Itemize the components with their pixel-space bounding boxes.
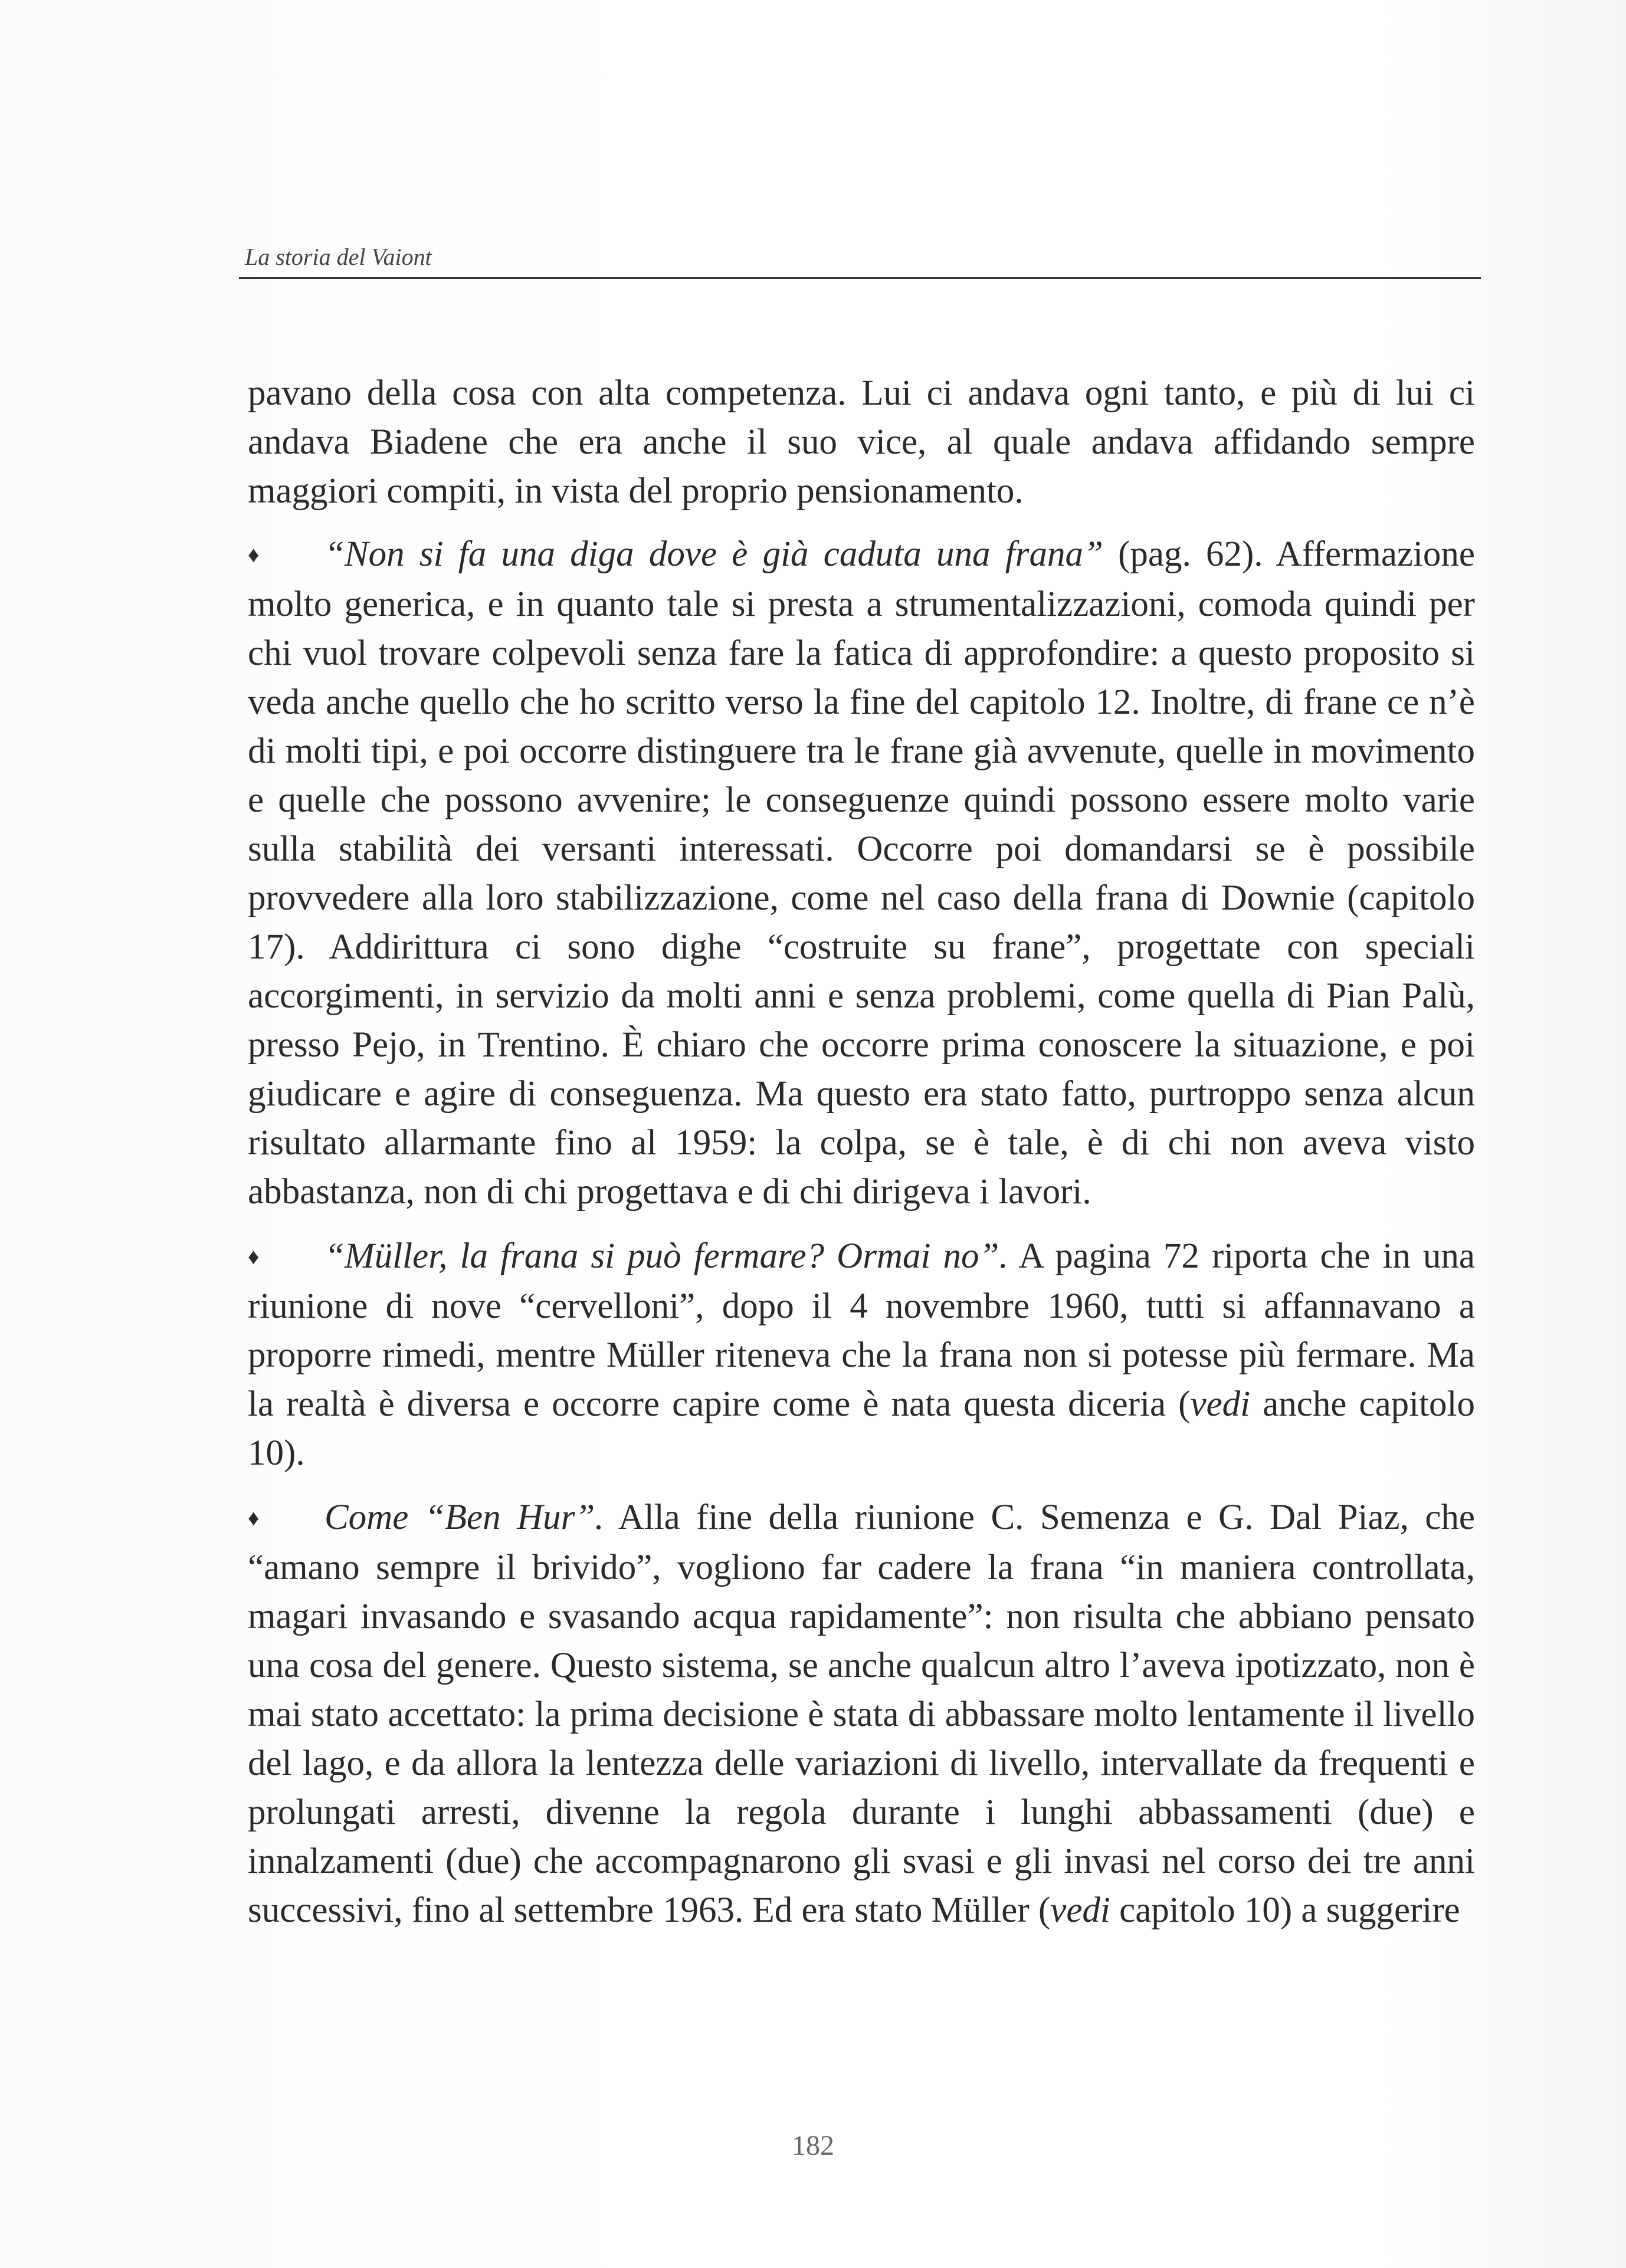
entry-text: Alla fine della riunione C. Semenza e G. Dal Piaz, che “amano sempre il brivido”, vogliono far cadere la frana “in maniera controllata, magari invasando e svasando acqua rapidamente”: non risulta che abbiano pensato una cosa del genere. Questo sistema, se anche qualcun altro l’aveva ipotizzato, non è mai stato accettato: la prima decisione è stata di abbassare molto lentamente il livello del lago, e da allora la lentezza delle variazioni di livello, intervallate da frequenti e prolungati arresti, divenne la regola durante i lunghi abbassamenti (due) e innalzamenti (due) che accompagnarono gli svasi e gli invasi nel corso dei tre anni successivi, fino al settembre 1963. Ed era stato Müller ( [248,1498,1476,1930]
entry-text: A pagina 72 riporta che in una riunione di nove “cervelloni”, dopo il 4 novembre 1960, tutti si affannavano a proporre rimedi, mentre Müller riteneva che la frana non si potesse più fermare. Ma la realtà è diversa e occorre capire come è nata questa diceria ( [248,1236,1475,1424]
diamond-bullet-icon: ♦ [248,1245,260,1269]
entry-text-cont: anche capitolo 10). [248,1384,1476,1473]
entry-muller-frana [248,1232,1475,1478]
entry-text-cont: capitolo 10) a suggerire [1110,1890,1460,1930]
entry-vedi: vedi [1050,1890,1110,1930]
page-body [248,369,1475,1935]
running-header: La storia del Vaiont [245,244,432,270]
entry-quote: Come “Ben Hur”. [324,1498,604,1537]
intro-paragraph: pavano della cosa con alta competenza. Lui ci andava ogni tanto, e più di lui ci andava Biadene che era anche il suo vice, al quale andava affidando sempre maggiori compiti, in vista del proprio pensionamento. [248,373,1475,511]
entry-text: (pag. 62). Affermazione molto generica, e in quanto tale si presta a strumentalizzazioni, comoda quindi per chi vuol trovare colpevoli senza fare la fatica di approfondire: a questo proposito si veda anche quello che ho scritto verso la fine del capitolo 12. Inoltre, di frane ce n’è di molti tipi, e poi occorre distinguere tra le frane già avvenute, quelle in movimento e quelle che possono avvenire; le conseguenze quindi possono essere molto varie sulla stabilità dei versanti interessati. Occorre poi domandarsi se è possibile provvedere alla loro stabilizzazione, come nel caso della frana di Downie (capitolo 17). Addirittura ci sono dighe “costruite su frane”, progettate con speciali accorgimenti, in servizio da molti anni e senza problemi, come quella di Pian Palù, presso Pejo, in Trentino. È chiaro che occorre prima conoscere la situazione, e poi giudicare e agire di conseguenza. Ma questo era stato fatto, purtroppo senza alcun risultato allarmante fino al 1959: la colpa, se è tale, è di chi non aveva visto abbastanza, non di chi progettava e di chi dirigeva i lavori. [248,534,1476,1212]
entry-vedi: vedi [1190,1384,1251,1424]
entry-ben-hur [248,1493,1475,1935]
diamond-bullet-icon: ♦ [248,1506,260,1531]
diamond-bullet-icon: ♦ [248,543,260,567]
entry-quote: “Non si fa una diga dove è già caduta una frana” [324,534,1103,574]
entry-diga-frana [248,530,1475,1216]
entry-quote: “Müller, la frana si può fermare? Ormai no”. [324,1236,1008,1276]
page-number: 182 [792,2130,834,2161]
header-rule [239,277,1481,279]
